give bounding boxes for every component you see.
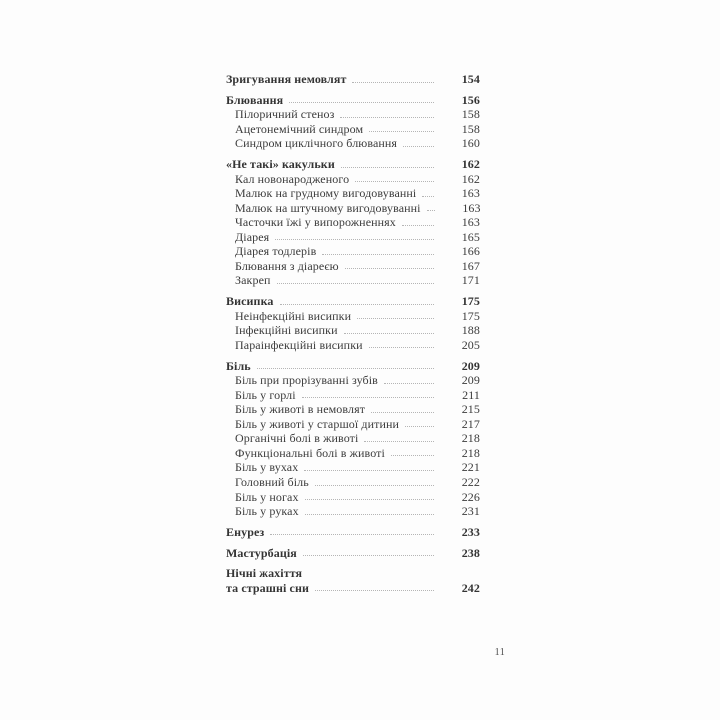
toc-entry bbox=[226, 373, 480, 388]
toc-entry bbox=[226, 186, 480, 201]
toc-entry bbox=[226, 504, 480, 519]
toc-entry-page: 218 bbox=[461, 431, 480, 446]
toc-entry-label: Параінфекційні висипки bbox=[235, 337, 363, 352]
toc-entry-label: Мастурбація bbox=[226, 545, 297, 560]
toc-entry bbox=[226, 359, 480, 374]
leader-dots bbox=[303, 555, 434, 556]
leader-dots bbox=[405, 426, 434, 427]
toc-entry-label: Біль у животі в немовлят bbox=[235, 402, 366, 417]
toc-entry-page: 175 bbox=[461, 294, 480, 309]
toc-entry-page: 162 bbox=[461, 171, 480, 186]
toc-entry bbox=[226, 431, 480, 446]
leader-dots bbox=[304, 470, 434, 471]
toc-entry bbox=[226, 581, 480, 596]
toc-entry bbox=[226, 201, 480, 216]
toc-entry-page: 209 bbox=[461, 373, 480, 388]
toc-entry-page: 226 bbox=[461, 489, 480, 504]
toc-entry-label: Діарея тодлерів bbox=[235, 244, 317, 259]
toc-entry-page: 233 bbox=[461, 524, 480, 539]
toc-entry-page: 205 bbox=[461, 337, 480, 352]
toc-entry-page: 171 bbox=[461, 273, 480, 288]
toc-entry-page: 160 bbox=[461, 136, 480, 151]
toc-entry-label: Синдром циклічного блювання bbox=[235, 136, 398, 151]
leader-dots bbox=[371, 412, 434, 413]
leader-dots bbox=[384, 383, 434, 384]
toc-entry bbox=[226, 172, 480, 187]
leader-dots bbox=[322, 254, 434, 255]
table-of-contents bbox=[226, 72, 480, 595]
toc-entry-page: 231 bbox=[461, 504, 480, 519]
toc-entry-page: 238 bbox=[461, 545, 480, 560]
toc-entry bbox=[226, 309, 480, 324]
toc-entry-label: Головний біль bbox=[235, 474, 309, 489]
toc-entry bbox=[226, 230, 480, 245]
leader-dots bbox=[403, 146, 434, 147]
toc-entry-label: Інфекційні висипки bbox=[235, 323, 338, 338]
toc-entry bbox=[226, 215, 480, 230]
toc-entry bbox=[226, 566, 480, 581]
toc-entry-label: Енурез bbox=[226, 524, 265, 539]
toc-entry-label: Пілоричний стеноз bbox=[235, 107, 335, 122]
leader-dots bbox=[257, 368, 434, 369]
leader-dots bbox=[305, 499, 434, 500]
toc-entry-page: 167 bbox=[461, 258, 480, 273]
toc-entry-label: Біль bbox=[226, 358, 251, 373]
toc-entry-label: Малюк на грудному вигодовуванні bbox=[235, 186, 417, 201]
toc-entry bbox=[226, 107, 480, 122]
leader-dots bbox=[355, 181, 434, 182]
toc-entry bbox=[226, 475, 480, 490]
toc-entry-page: 211 bbox=[462, 387, 480, 402]
toc-entry-page: 163 bbox=[462, 200, 481, 215]
toc-entry-label: Біль у вухах bbox=[235, 460, 299, 475]
leader-dots bbox=[391, 455, 434, 456]
page-number: 11 bbox=[494, 647, 506, 658]
leader-dots bbox=[340, 117, 434, 118]
toc-entry-label: Діарея bbox=[235, 229, 270, 244]
toc-entry-page: 242 bbox=[461, 580, 480, 595]
toc-entry bbox=[226, 244, 480, 259]
toc-entry-page: 215 bbox=[461, 402, 480, 417]
toc-entry bbox=[226, 417, 480, 432]
leader-dots bbox=[369, 131, 434, 132]
toc-entry bbox=[226, 446, 480, 461]
toc-entry-page: 188 bbox=[461, 323, 480, 338]
toc-entry-label: Часточки їжі у випорожненнях bbox=[235, 215, 396, 230]
toc-entry bbox=[226, 388, 480, 403]
leader-dots bbox=[352, 82, 434, 83]
toc-entry-label: Блювання bbox=[226, 92, 284, 107]
toc-entry-page: 218 bbox=[461, 445, 480, 460]
toc-entry-label: Малюк на штучному вигодовуванні bbox=[235, 200, 421, 215]
leader-dots bbox=[302, 397, 434, 398]
toc-entry bbox=[226, 259, 480, 274]
leader-dots bbox=[364, 441, 434, 442]
leader-dots bbox=[305, 514, 434, 515]
leader-dots bbox=[345, 268, 434, 269]
toc-entry-page: 154 bbox=[461, 72, 480, 86]
toc-entry bbox=[226, 93, 480, 108]
toc-entry bbox=[226, 122, 480, 137]
toc-entry-label: Неінфекційні висипки bbox=[235, 308, 352, 323]
leader-dots bbox=[315, 590, 434, 591]
toc-entry bbox=[226, 323, 480, 338]
toc-entry bbox=[226, 525, 480, 540]
toc-entry-page: 162 bbox=[461, 157, 480, 172]
toc-entry-label: Біль у ногах bbox=[235, 489, 299, 504]
leader-dots bbox=[270, 534, 434, 535]
toc-entry-label: Нічні жахіття bbox=[226, 566, 303, 581]
toc-entry bbox=[226, 402, 480, 417]
toc-entry-page: 175 bbox=[461, 308, 480, 323]
toc-entry-label: Біль у руках bbox=[235, 504, 299, 519]
toc-entry-label: Закреп bbox=[235, 273, 271, 288]
toc-entry-label: та страшні сни bbox=[226, 580, 310, 595]
toc-entry-label: Висипка bbox=[226, 294, 274, 309]
toc-entry-page: 158 bbox=[461, 107, 480, 122]
leader-dots bbox=[357, 318, 434, 319]
toc-entry-page: 158 bbox=[461, 121, 480, 136]
toc-entry-label: «Не такі» какульки bbox=[226, 157, 335, 172]
leader-dots bbox=[315, 485, 434, 486]
toc-entry-page: 163 bbox=[461, 186, 480, 201]
toc-entry-label: Органічні болі в животі bbox=[235, 431, 359, 446]
toc-entry-label: Зригування немовлят bbox=[226, 72, 347, 86]
toc-entry-page: 209 bbox=[461, 358, 480, 373]
toc-entry-label: Блювання з діареєю bbox=[235, 258, 339, 273]
toc-entry-label: Біль у животі у старшої дитини bbox=[235, 416, 400, 431]
toc-entry-label: Ацетонемічний синдром bbox=[235, 121, 364, 136]
toc-entry bbox=[226, 72, 480, 87]
toc-entry-page: 221 bbox=[461, 460, 480, 475]
toc-entry bbox=[226, 157, 480, 172]
toc-entry-page: 166 bbox=[461, 244, 480, 259]
toc-entry-label: Біль при прорізуванні зубів bbox=[235, 373, 378, 388]
leader-dots bbox=[344, 333, 434, 334]
leader-dots bbox=[369, 347, 434, 348]
toc-entry bbox=[226, 338, 480, 353]
toc-entry-label: Біль у горлі bbox=[235, 387, 296, 402]
toc-entry-page: 217 bbox=[461, 416, 480, 431]
toc-entry-page: 165 bbox=[461, 229, 480, 244]
leader-dots bbox=[275, 239, 434, 240]
toc-entry bbox=[226, 546, 480, 561]
leader-dots bbox=[280, 304, 434, 305]
toc-entry bbox=[226, 136, 480, 151]
leader-dots bbox=[341, 167, 434, 168]
toc-entry-page: 156 bbox=[461, 92, 480, 107]
toc-entry-label: Кал новонародженого bbox=[235, 171, 350, 186]
toc-entry bbox=[226, 490, 480, 505]
leader-dots bbox=[427, 210, 435, 211]
toc-entry bbox=[226, 273, 480, 288]
leader-dots bbox=[422, 196, 434, 197]
leader-dots bbox=[277, 283, 434, 284]
toc-entry bbox=[226, 294, 480, 309]
toc-entry-page: 163 bbox=[461, 215, 480, 230]
leader-dots bbox=[402, 225, 434, 226]
leader-dots bbox=[289, 102, 434, 103]
toc-entry-label: Функціональні болі в животі bbox=[235, 445, 385, 460]
toc-entry-page: 222 bbox=[461, 474, 480, 489]
toc-entry bbox=[226, 460, 480, 475]
